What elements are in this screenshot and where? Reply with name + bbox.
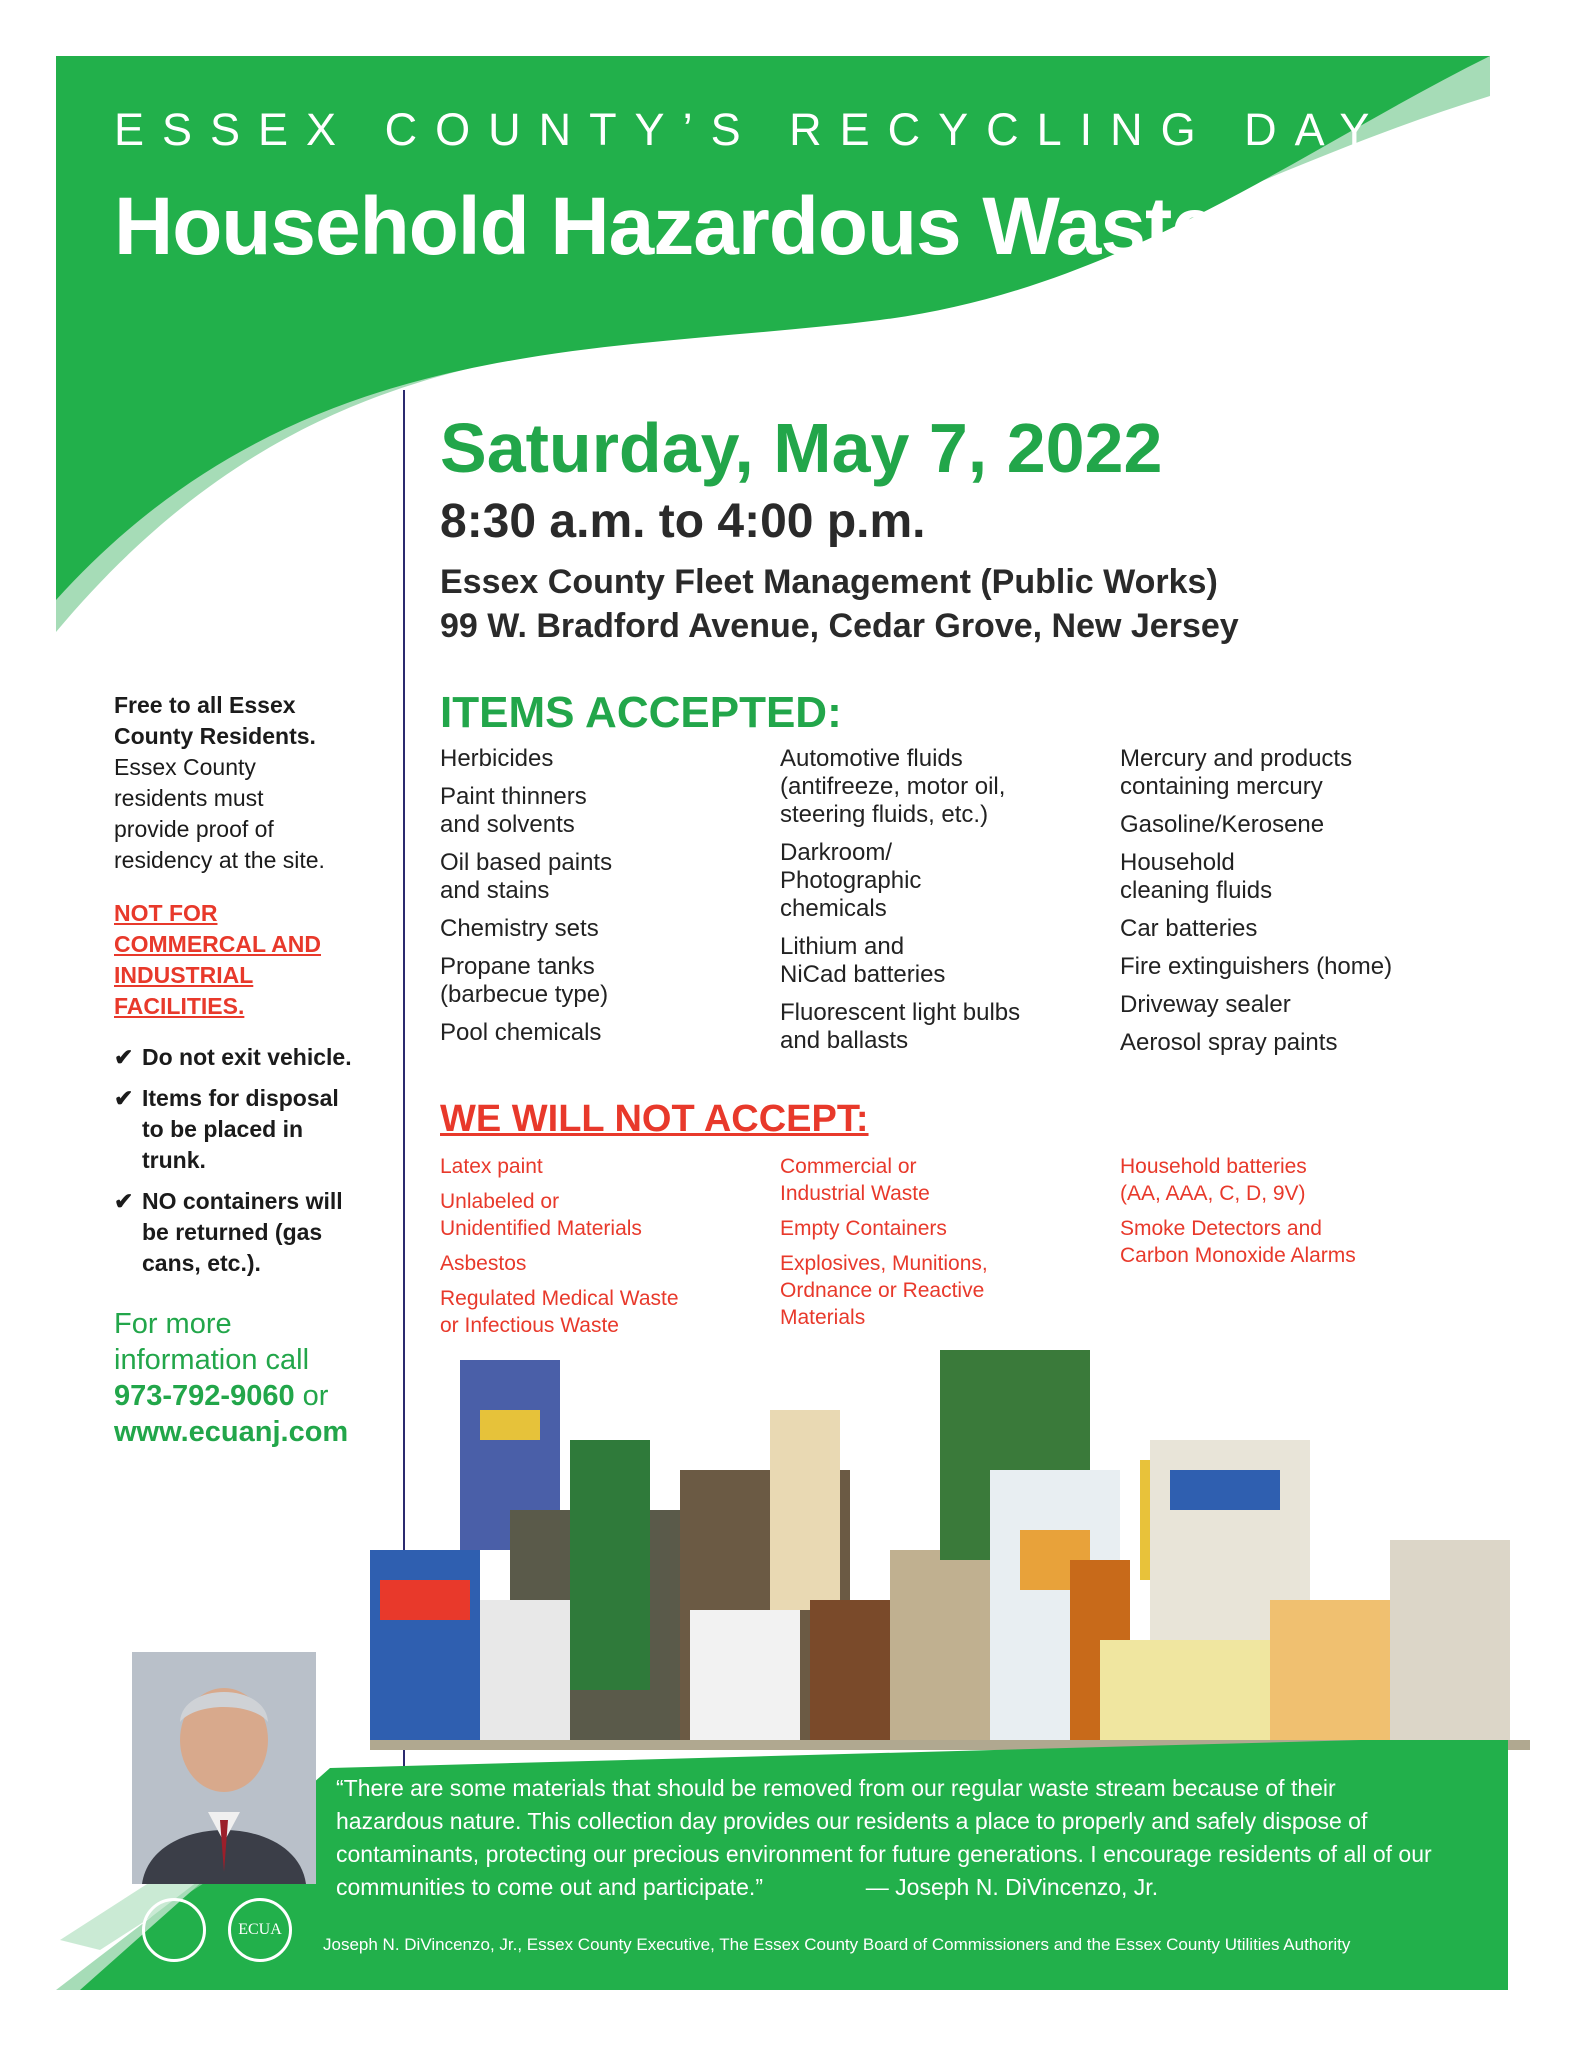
checkmark-icon: ✔ bbox=[114, 1085, 134, 1111]
accepted-column-2 bbox=[780, 745, 1100, 1065]
not-accepted-item: Asbestos bbox=[440, 1252, 527, 1275]
accepted-item: Gasoline/Kerosene bbox=[1120, 811, 1325, 838]
accepted-item: Pool chemicals bbox=[440, 1019, 602, 1046]
contact-info bbox=[114, 1306, 404, 1450]
items-accepted-heading: ITEMS ACCEPTED: bbox=[440, 688, 842, 737]
more-info-label: For more information call bbox=[114, 1308, 310, 1376]
event-venue bbox=[440, 560, 1239, 648]
accepted-item: Fire extinguishers (home) bbox=[1120, 953, 1393, 980]
not-accepted-item: Empty Containers bbox=[780, 1217, 947, 1240]
instruction-item bbox=[114, 1186, 384, 1279]
accepted-item: Oil based paints and stains bbox=[440, 849, 613, 904]
accepted-item: Darkroom/ Photographic chemicals bbox=[780, 839, 922, 922]
quote-attribution: — Joseph N. DiVincenzo, Jr. bbox=[865, 1874, 1159, 1900]
eligibility-bold: Free to all Essex County Residents. bbox=[114, 692, 316, 749]
phone-number[interactable]: 973-792-9060 bbox=[114, 1380, 295, 1412]
accepted-item: Mercury and products containing mercury bbox=[1120, 745, 1353, 800]
checkmark-icon: ✔ bbox=[114, 1188, 134, 1214]
or-text: or bbox=[294, 1380, 329, 1412]
accepted-item: Car batteries bbox=[1120, 915, 1258, 942]
not-accepted-heading: WE WILL NOT ACCEPT: bbox=[440, 1098, 869, 1140]
accepted-item: Fluorescent light bulbs and ballasts bbox=[780, 999, 1021, 1054]
accepted-column-3 bbox=[1120, 745, 1450, 1067]
page-title: Household Hazardous Waste bbox=[114, 181, 1216, 272]
accepted-item: Paint thinners and solvents bbox=[440, 783, 587, 838]
not-accepted-item: Regulated Medical Waste or Infectious Waste bbox=[440, 1287, 679, 1337]
quote-text: “There are some materials that should be removed from our regular waste stream because of their hazardous nature. This collection day provides our residents a place to properly and safely dispose of contaminants, protecting our precious environment for future generations. I encourage residents of all of our communities to come out and participate.” bbox=[336, 1775, 1432, 1900]
not-accepted-column-1 bbox=[440, 1153, 760, 1347]
accepted-item: Herbicides bbox=[440, 745, 554, 772]
accepted-item: Aerosol spray paints bbox=[1120, 1029, 1338, 1056]
accepted-item: Driveway sealer bbox=[1120, 991, 1291, 1018]
event-kicker: ESSEX COUNTY’S RECYCLING DAY bbox=[114, 104, 1388, 155]
instruction-item bbox=[114, 1083, 384, 1176]
eligibility-text: Essex County residents must provide proof of residency at the site. bbox=[114, 754, 325, 873]
website-link[interactable]: www.ecuanj.com bbox=[114, 1416, 349, 1448]
essex-county-seal-icon bbox=[142, 1898, 206, 1962]
instructions-list bbox=[114, 1042, 384, 1289]
eligibility-note bbox=[114, 690, 384, 876]
not-accepted-column-3 bbox=[1120, 1153, 1450, 1277]
accepted-item: Automotive fluids (antifreeze, motor oil, steering fluids, etc.) bbox=[780, 745, 1006, 828]
accepted-column-1 bbox=[440, 745, 760, 1057]
not-accepted-column-2 bbox=[780, 1153, 1100, 1339]
instruction-text: Items for disposal to be placed in trunk. bbox=[142, 1085, 339, 1173]
instruction-item bbox=[114, 1042, 384, 1073]
portrait-image bbox=[132, 1652, 316, 1884]
not-accepted-item: Smoke Detectors and Carbon Monoxide Alarms bbox=[1120, 1217, 1356, 1267]
event-date: Saturday, May 7, 2022 bbox=[440, 409, 1163, 487]
executive-portrait bbox=[132, 1652, 316, 1884]
checkmark-icon: ✔ bbox=[114, 1044, 134, 1070]
hazardous-products-photo bbox=[370, 1350, 1530, 1780]
sponsor-credit: Joseph N. DiVincenzo, Jr., Essex County Executive, The Essex County Board of Commissioners and the Essex County Utilities Authority bbox=[323, 1935, 1351, 1954]
venue-address: 99 W. Bradford Avenue, Cedar Grove, New Jersey bbox=[440, 607, 1239, 645]
instruction-text: NO containers will be returned (gas cans, etc.). bbox=[142, 1188, 343, 1276]
instruction-text: Do not exit vehicle. bbox=[142, 1044, 352, 1070]
not-accepted-item: Explosives, Munitions, Ordnance or Reactive Materials bbox=[780, 1252, 988, 1329]
event-time: 8:30 a.m. to 4:00 p.m. bbox=[440, 495, 926, 548]
not-accepted-item: Latex paint bbox=[440, 1155, 543, 1178]
ecua-logo-icon: ECUA bbox=[228, 1898, 292, 1962]
not-for-commercial-notice: NOT FOR COMMERCAL AND INDUSTRIAL FACILITIES. bbox=[114, 900, 321, 1019]
not-accepted-item: Unlabeled or Unidentified Materials bbox=[440, 1190, 642, 1240]
accepted-item: Lithium and NiCad batteries bbox=[780, 933, 946, 988]
accepted-item: Household cleaning fluids bbox=[1120, 849, 1273, 904]
accepted-item: Chemistry sets bbox=[440, 915, 599, 942]
not-accepted-item: Household batteries (AA, AAA, C, D, 9V) bbox=[1120, 1155, 1307, 1205]
accepted-item: Propane tanks (barbecue type) bbox=[440, 953, 609, 1008]
venue-name: Essex County Fleet Management (Public Works) bbox=[440, 563, 1218, 601]
not-accepted-item: Commercial or Industrial Waste bbox=[780, 1155, 930, 1205]
executive-quote bbox=[336, 1772, 1446, 1904]
